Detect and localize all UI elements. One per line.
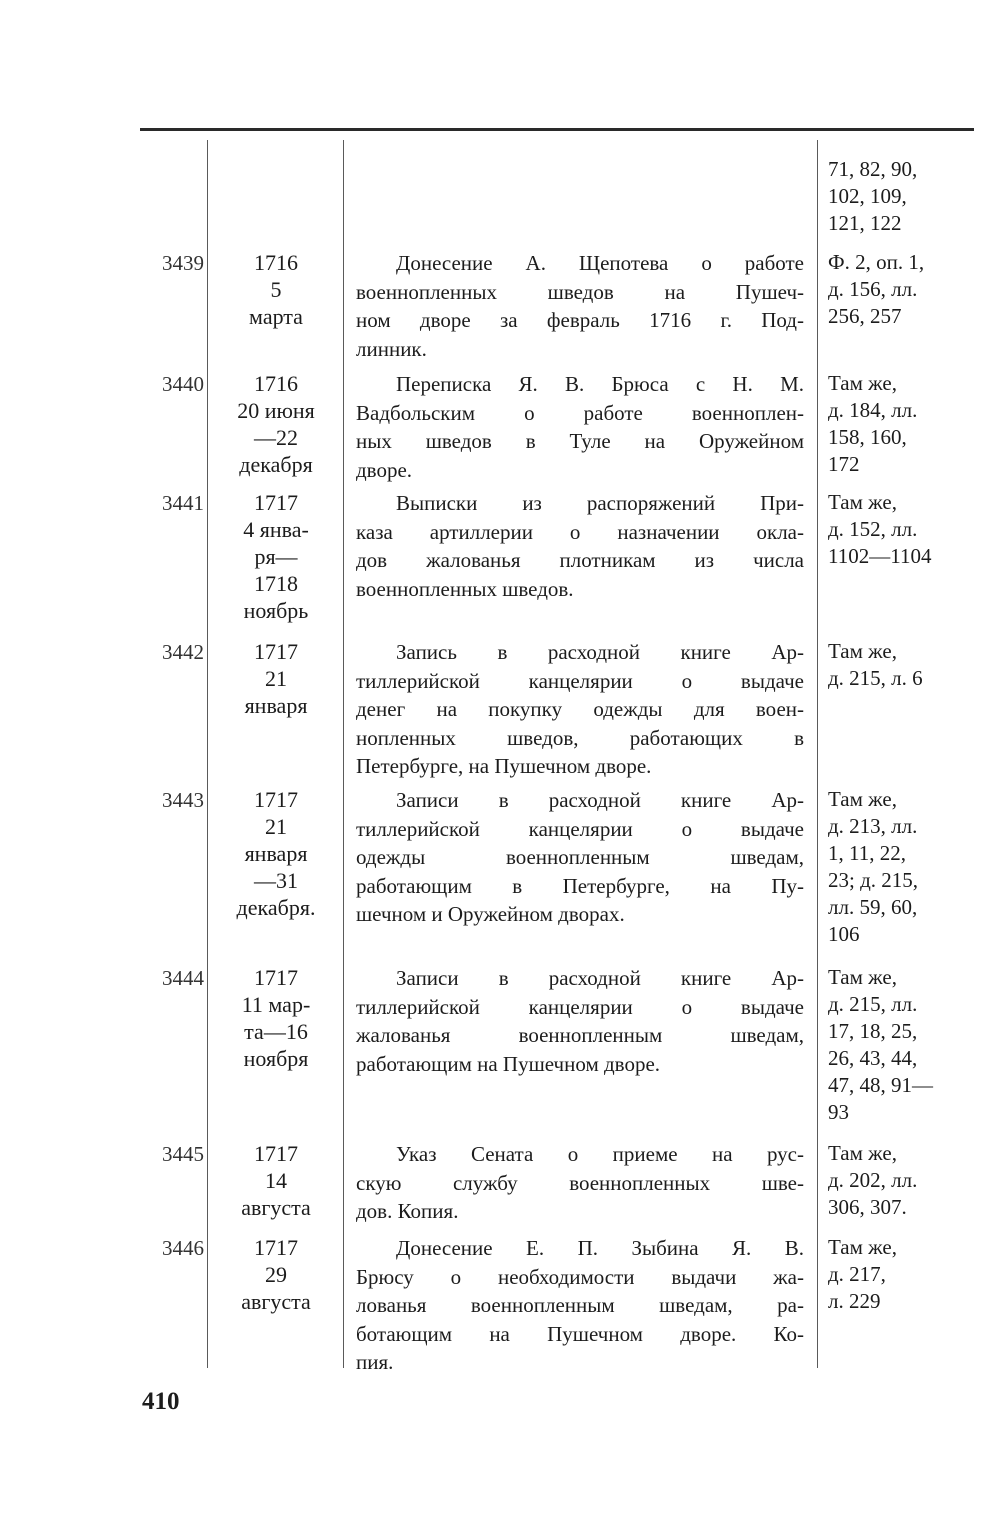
- entry-description: Донесение Е. П. Зыбина Я. В. Брюсу о необходимости выдачи жа- лованья военнопленным шведам, ра- ботающим на Пушечном дворе. Ко- пия.: [356, 1236, 804, 1374]
- entry-date: 1717 14 августа: [241, 1141, 311, 1220]
- entry-description: Записи в расходной книге Ар- тиллерийской канцелярии о выдаче жалованья военнопленным шведам, работающим на Пушечном дворе.: [356, 966, 804, 1076]
- entry-reference: Там же, д. 152, лл. 1102—1104: [828, 490, 932, 568]
- entry-reference: Там же, д. 213, лл. 1, 11, 22, 23; д. 215, лл. 59, 60, 106: [828, 787, 919, 946]
- top-rule: [140, 128, 974, 131]
- entry-number: 3443: [162, 788, 204, 812]
- entry-number: 3441: [162, 491, 204, 515]
- entry-date: 1717 21 января —31 декабря.: [236, 787, 316, 920]
- entry-number: 3445: [162, 1142, 204, 1166]
- entry-description: Записи в расходной книге Ар- тиллерийской канцелярии о выдаче одежды военнопленным шведам, работающим в Петербурге, на Пу- шечном и Оружейном дворах.: [356, 788, 804, 926]
- column-divider-2: [343, 140, 344, 1368]
- entry-date: 1716 20 июня —22 декабря: [237, 371, 315, 477]
- entry-date: 1717 21 января: [244, 639, 308, 718]
- entry-number: 3440: [162, 372, 204, 396]
- entry-number: 3439: [162, 251, 204, 275]
- entry-date: 1716 5 марта: [249, 250, 303, 329]
- entry-number: 3442: [162, 640, 204, 664]
- entry-description: Запись в расходной книге Ар- тиллерийской канцелярии о выдаче денег на покупку одежды для воен- нопленных шведов, работающих в Петербурге, на Пушечном дворе.: [356, 640, 804, 778]
- entry-description: Выписки из распоряжений При- каза артиллерии о назначении окла- дов жалованья плотникам из числа военнопленных шведов.: [356, 491, 804, 601]
- entry-date: 1717 11 мар- та—16 ноября: [241, 965, 311, 1071]
- entry-reference: Там же, д. 215, л. 6: [828, 639, 923, 690]
- entry-date: 1717 29 августа: [241, 1235, 311, 1314]
- entry-description: Указ Сената о приеме на рус- скую службу военнопленных шве- дов. Копия.: [356, 1142, 804, 1223]
- entry-number: 3444: [162, 966, 204, 990]
- entry-reference: Там же, д. 215, лл. 17, 18, 25, 26, 43, 44, 47, 48, 91— 93: [828, 965, 933, 1124]
- entry-reference: Там же, д. 202, лл. 306, 307.: [828, 1141, 918, 1219]
- entry-reference: Там же, д. 217, л. 229: [828, 1235, 897, 1313]
- continuation-ref: 71, 82, 90, 102, 109, 121, 122: [828, 157, 918, 235]
- page-number: 410: [142, 1388, 180, 1415]
- column-divider-3: [817, 140, 818, 1368]
- entry-reference: Там же, д. 184, лл. 158, 160, 172: [828, 371, 918, 476]
- entry-date: 1717 4 янва- ря— 1718 ноябрь: [243, 490, 309, 623]
- entry-description: Переписка Я. В. Брюса с Н. М. Вадбольским о работе военноплен- ных шведов в Туле на Оружейном дворе.: [356, 372, 804, 482]
- entry-number: 3446: [162, 1236, 204, 1260]
- entry-reference: Ф. 2, оп. 1, д. 156, лл. 256, 257: [828, 250, 925, 328]
- column-divider-1: [207, 140, 208, 1368]
- entry-description: Донесение А. Щепотева о работе военнопленных шведов на Пушеч- ном дворе за февраль 1716 г. Под- линник.: [356, 251, 804, 361]
